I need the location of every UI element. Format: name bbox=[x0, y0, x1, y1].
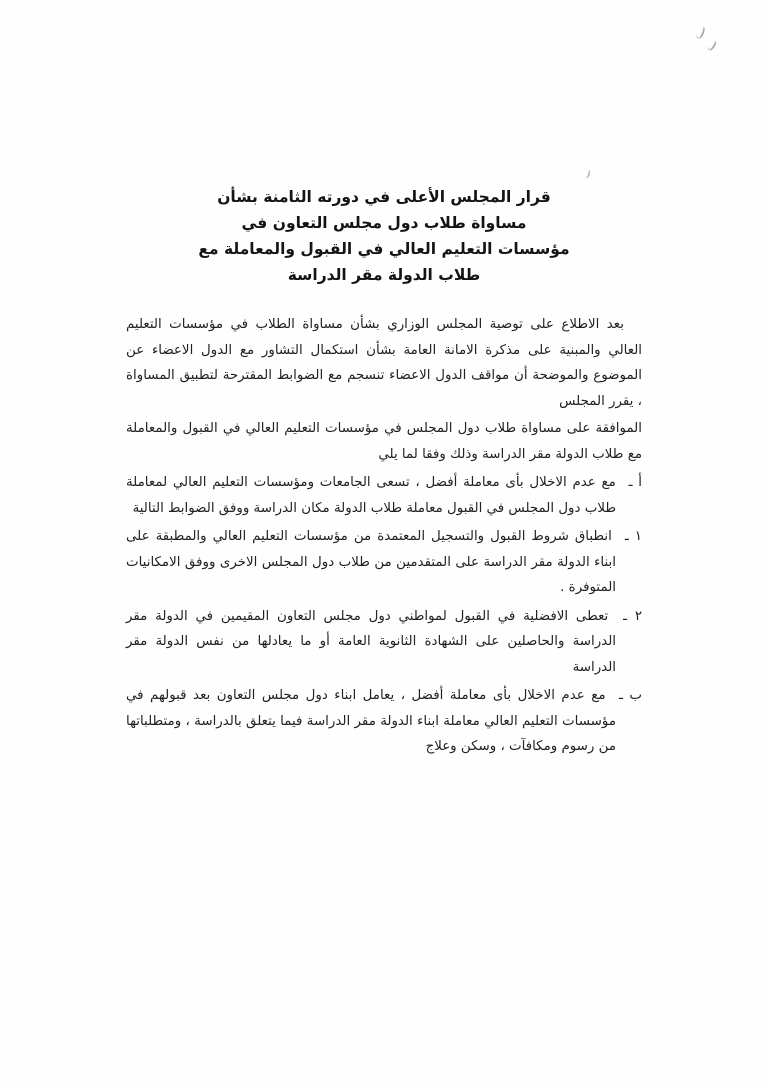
document-title bbox=[126, 184, 642, 288]
list-item-1 bbox=[126, 524, 642, 601]
title-line-1: قرار المجلس الأعلى في دورته الثامنة بشأن bbox=[217, 188, 551, 206]
paragraph-text: الموافقة على مساواة طلاب دول المجلس في مؤسسات التعليم العالي في القبول والمعاملة مع طلاب الدولة مقر الدراسة وذلك وفقا لما يلي bbox=[126, 421, 642, 462]
list-item-2 bbox=[126, 604, 642, 681]
intro-paragraph bbox=[126, 312, 642, 414]
title-line-3: مؤسسات التعليم العالي في القبول والمعاملة مع bbox=[198, 240, 570, 258]
title-line-4: طلاب الدولة مقر الدراسة bbox=[287, 266, 481, 284]
scan-speck bbox=[585, 170, 591, 179]
list-item-a bbox=[126, 470, 642, 521]
list-marker: ٢ ـ bbox=[623, 608, 643, 624]
list-marker: أ ـ bbox=[628, 475, 642, 490]
list-item-b bbox=[126, 683, 642, 760]
list-text: مع عدم الاخلال بأى معاملة أفضل ، يعامل ابناء دول مجلس التعاون بعد قبولهم في مؤسسات التعليم العالي معاملة ابناء الدولة مقر الدراسة فيما يتعلق بالدراسة ، ومتطلباتها من رسوم ومكافآت ، وسكن وعلاج bbox=[126, 688, 616, 754]
list-text: انطباق شروط القبول والتسجيل المعتمدة من مؤسسات التعليم العالي والمطبقة على ابناء الدولة مقر الدراسة على المتقدمين من طلاب دول المجلس الاخرى ووفق الامكانيات المتوفرة . bbox=[126, 529, 616, 595]
list-text: تعطى الافضلية في القبول لمواطني دول مجلس التعاون المقيمين في الدولة مقر الدراسة والحاصلين على الشهادة الثانوية العامة أو ما يعادلها من نفس الدولة مقر الدراسة bbox=[126, 608, 616, 675]
paragraph-text: بعد الاطلاع على توصية المجلس الوزاري بشأن مساواة الطلاب في مؤسسات التعليم العالي والمبنية على مذكرة الامانة العامة بشأن استكمال التشاور مع الدول الاعضاء عن الموضوع والموضحة أن مواقف الدول الاعضاء تنسجم مع الضوابط المقترحة لتطبيق المساواة ، يقرر المجلس bbox=[126, 317, 642, 409]
list-marker: ١ ـ bbox=[624, 529, 642, 544]
document-content bbox=[126, 184, 642, 762]
scan-speck bbox=[707, 39, 718, 52]
list-text: مع عدم الاخلال بأى معاملة أفضل ، تسعى الجامعات ومؤسسات التعليم العالي لمعاملة طلاب دول المجلس في القبول معاملة طلاب الدولة مكان الدراسة ووفق الضوابط التالية bbox=[126, 475, 616, 516]
decision-paragraph bbox=[126, 416, 642, 467]
scan-speck bbox=[695, 25, 706, 40]
list-marker: ب ـ bbox=[618, 688, 642, 703]
title-line-2: مساواة طلاب دول مجلس التعاون في bbox=[241, 214, 527, 232]
document-body bbox=[126, 312, 642, 760]
